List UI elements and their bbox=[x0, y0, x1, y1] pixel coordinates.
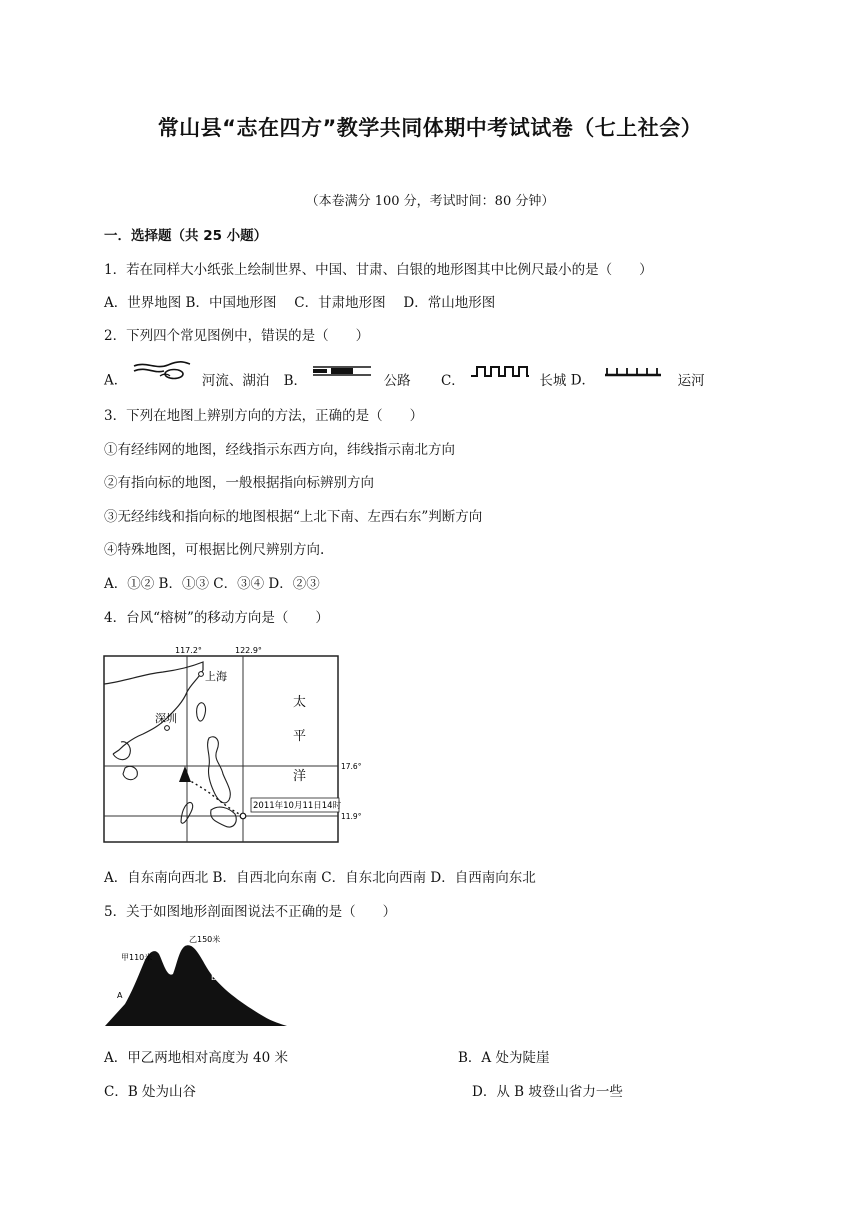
typhoon-map-figure bbox=[103, 644, 371, 846]
option-c-prefix: C． bbox=[440, 372, 465, 389]
question-4-stem: 4．台风“榕树”的移动方向是（ ） bbox=[104, 610, 329, 626]
ocean-label-2: 平 bbox=[293, 729, 307, 744]
typhoon-date-label: 2011年10月11日14时 bbox=[253, 801, 342, 811]
city-label-shanghai: 上海 bbox=[205, 670, 227, 683]
peak-label-yi: 乙150米 bbox=[189, 935, 221, 944]
longitude-label-1: 117.2° bbox=[175, 646, 202, 655]
question-5-option-a: A．甲乙两地相对高度为 40 米 bbox=[104, 1050, 289, 1066]
question-1-stem: 1．若在同样大小纸张上绘制世界、中国、甘肃、白银的地形图其中比例尺最小的是（ ） bbox=[104, 262, 653, 278]
question-1-options: A．世界地图 B．中国地形图 C．甘肃地形图 D．常山地形图 bbox=[104, 295, 496, 311]
option-b-prefix: B． bbox=[283, 372, 308, 389]
question-2-stem: 2．下列四个常见图例中，错误的是（ ） bbox=[104, 328, 370, 344]
slope-label-b: B bbox=[211, 973, 217, 982]
terrain-profile-figure bbox=[103, 934, 289, 1030]
city-label-shenzhen: 深圳 bbox=[155, 712, 177, 725]
option-c-label: 长城 bbox=[539, 372, 567, 389]
exam-info: （本卷满分 100 分，考试时间：80 分钟） bbox=[305, 194, 555, 209]
page-title: 常山县“志在四方”教学共同体期中考试试卷（七上社会） bbox=[157, 116, 703, 140]
river-lake-symbol-icon bbox=[132, 360, 192, 382]
option-a-label: 河流、湖泊 bbox=[201, 372, 270, 389]
option-d-label: 运河 bbox=[677, 372, 705, 389]
road-symbol-icon bbox=[311, 360, 373, 382]
peak-label-jia: 甲110米 bbox=[121, 953, 153, 962]
great-wall-symbol-icon bbox=[469, 360, 531, 382]
question-4-options: A．自东南向西北 B．自西北向东南 C．自东北向西南 D．自西南向东北 bbox=[104, 870, 536, 886]
canal-symbol-icon bbox=[599, 360, 665, 382]
ocean-label-1: 太 bbox=[293, 695, 307, 710]
ocean-label-3: 洋 bbox=[293, 769, 307, 784]
question-5-option-b: B．A 处为陡崖 bbox=[458, 1050, 550, 1066]
slope-label-a: A bbox=[117, 991, 123, 1000]
question-3-statement-3: ③无经纬线和指向标的地图根据“上北下南、左西右东”判断方向 bbox=[104, 509, 483, 525]
question-5-stem: 5．关于如图地形剖面图说法不正确的是（ ） bbox=[104, 904, 397, 920]
option-a-prefix: A． bbox=[104, 372, 128, 389]
question-3-statement-4: ④特殊地图，可根据比例尺辨别方向. bbox=[104, 542, 325, 558]
question-3-statement-2: ②有指向标的地图，一般根据指向标辨别方向 bbox=[104, 475, 374, 491]
section-heading: 一．选择题（共 25 小题） bbox=[104, 228, 268, 244]
question-2-options bbox=[104, 360, 705, 389]
question-5-option-c: C．B 处为山谷 bbox=[104, 1084, 197, 1100]
question-3-options: A．①② B．①③ C．③④ D．②③ bbox=[104, 576, 320, 592]
option-b-label: 公路 bbox=[383, 372, 411, 389]
question-5-option-d: D．从 B 坡登山省力一些 bbox=[472, 1084, 623, 1100]
question-3-statement-1: ①有经纬网的地图，经线指示东西方向，纬线指示南北方向 bbox=[104, 442, 455, 458]
latitude-label-2: 11.9° bbox=[341, 812, 362, 821]
option-d-prefix: D． bbox=[570, 372, 596, 389]
latitude-label-1: 17.6° bbox=[341, 762, 362, 771]
question-3-stem: 3．下列在地图上辨别方向的方法，正确的是（ ） bbox=[104, 408, 424, 424]
longitude-label-2: 122.9° bbox=[235, 646, 262, 655]
